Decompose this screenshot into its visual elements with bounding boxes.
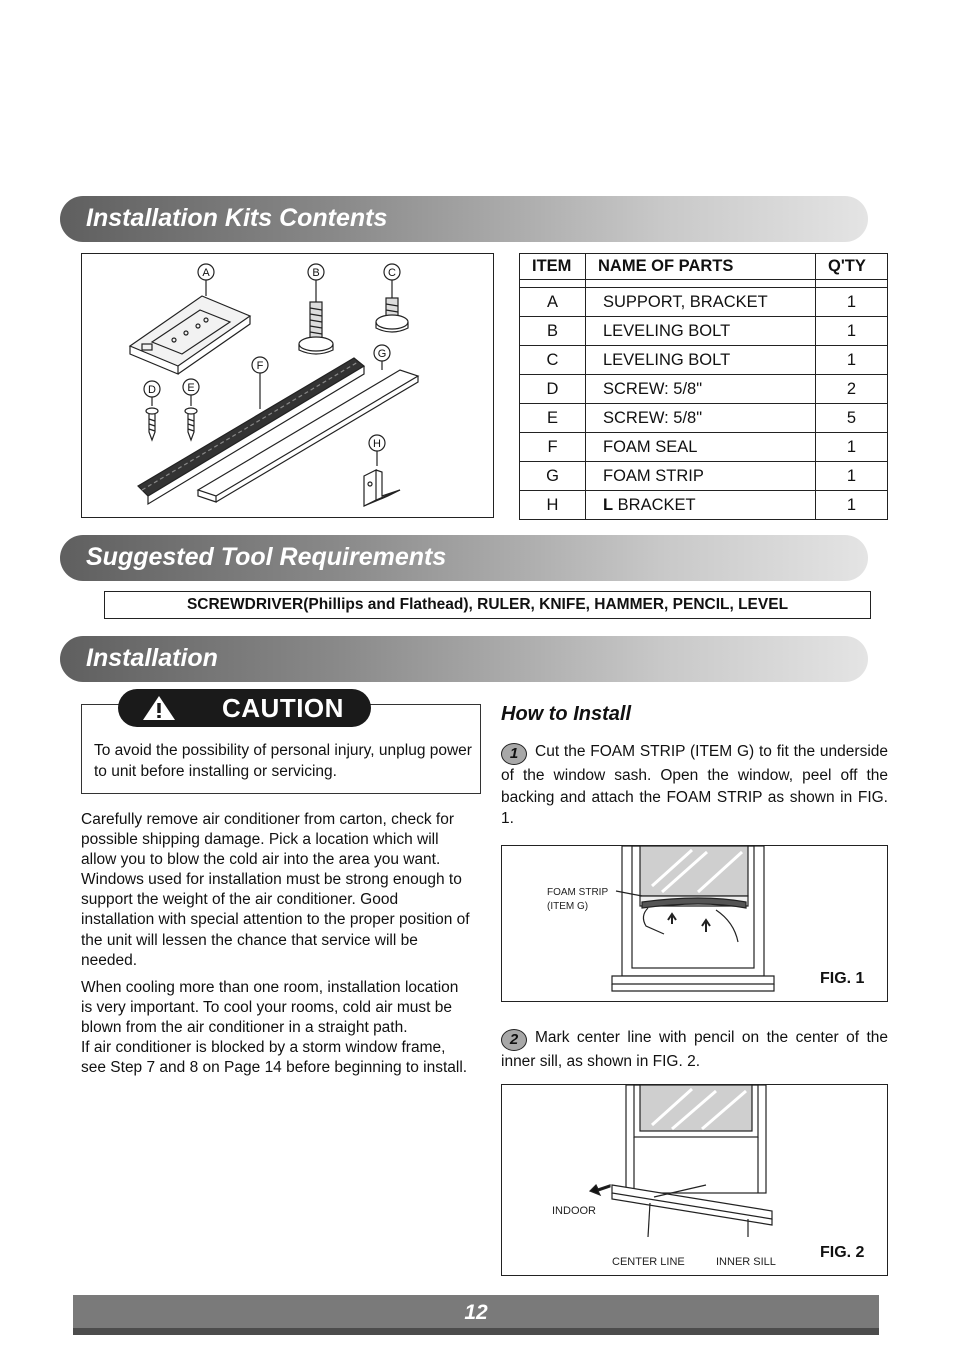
table-row	[520, 433, 888, 462]
cell-qty: 1	[816, 317, 888, 346]
cell-item: D	[520, 375, 586, 404]
step-2	[501, 1027, 888, 1073]
cell-item: B	[520, 317, 586, 346]
parts-table	[519, 253, 888, 520]
cell-qty: 1	[816, 433, 888, 462]
window-sill-illustration	[502, 1085, 887, 1275]
step-number-badge: 1	[501, 743, 527, 765]
cell-name: SUPPORT, BRACKET	[586, 288, 816, 317]
cell-name: SCREW: 5/8"	[586, 375, 816, 404]
table-spacer	[520, 280, 888, 288]
cell-name: SCREW: 5/8"	[586, 404, 816, 433]
tool-requirements: SCREWDRIVER(Phillips and Flathead), RULER, KNIFE, HAMMER, PENCIL, LEVEL	[104, 591, 871, 619]
cell-item: E	[520, 404, 586, 433]
section-title: Suggested Tool Requirements	[86, 543, 447, 571]
kit-illustration	[81, 253, 494, 518]
kit-parts-drawing	[82, 254, 493, 517]
cell-qty: 1	[816, 288, 888, 317]
footer-strip	[73, 1328, 879, 1335]
kit-label-g: G	[377, 348, 387, 360]
step-1	[501, 741, 888, 830]
section-title: Installation	[86, 644, 218, 672]
cell-qty: 1	[816, 491, 888, 520]
figure-label: FIG. 2	[820, 1244, 865, 1261]
cell-name-rest: BRACKET	[613, 495, 696, 514]
figure-2	[501, 1084, 888, 1276]
multi-room-paragraph: When cooling more than one room, installation location is very important. To cool your rooms, cold air must be blown from the air conditioner in a straight path.	[81, 979, 459, 1037]
cell-item: A	[520, 288, 586, 317]
intro-paragraph: Carefully remove air conditioner from carton, check for possible shipping damage. Pick a location which will allow you to blow the cold air into the area you want. Windows used for installation must be strong enough to support the weight of the air conditioner. Good installation with special attention to the proper position of the unit will lessen the chance that service will be needed.	[81, 811, 470, 969]
cell-qty: 1	[816, 462, 888, 491]
page-number: 12	[464, 1301, 488, 1324]
header-qty: Q'TY	[816, 254, 888, 280]
cell-qty: 1	[816, 346, 888, 375]
step-number-badge: 2	[501, 1029, 527, 1051]
kit-label-e: E	[187, 382, 195, 394]
section-banner-installation	[60, 636, 868, 682]
step-text: Cut the FOAM STRIP (ITEM G) to fit the underside of the window sash. Open the window, peel off the backing and attach the FOAM STRIP as shown in FIG. 1.	[501, 743, 888, 827]
how-to-title: How to Install	[501, 703, 631, 725]
table-row	[520, 491, 888, 520]
section-banner-tools	[60, 535, 868, 581]
warning-icon	[142, 695, 176, 721]
notes-paragraphs	[81, 978, 473, 1078]
kit-label-d: D	[148, 384, 156, 396]
kit-label-h: H	[373, 438, 381, 450]
cell-name	[586, 491, 816, 520]
storm-window-paragraph: If air conditioner is blocked by a storm window frame, see Step 7 and 8 on Page 14 before beginning to install.	[81, 1039, 468, 1077]
caution-badge	[118, 689, 371, 727]
cell-name: FOAM STRIP	[586, 462, 816, 491]
section-banner-kits	[60, 196, 868, 242]
cell-item: C	[520, 346, 586, 375]
table-row	[520, 317, 888, 346]
table-row	[520, 375, 888, 404]
page-footer	[73, 1295, 879, 1335]
callout-foam-strip: FOAM STRIP	[547, 887, 609, 898]
kit-label-c: C	[388, 267, 396, 279]
cell-item: H	[520, 491, 586, 520]
table-row	[520, 288, 888, 317]
section-title: Installation Kits Contents	[86, 204, 388, 232]
label-inner-sill: INNER SILL	[716, 1256, 776, 1268]
caution-label: CAUTION	[222, 693, 344, 723]
cell-qty: 5	[816, 404, 888, 433]
table-row	[520, 404, 888, 433]
figure-label: FIG. 1	[820, 970, 865, 987]
kit-label-b: B	[312, 267, 320, 279]
cell-name: LEVELING BOLT	[586, 317, 816, 346]
cell-name-bold: L	[603, 495, 614, 514]
kit-label-f: F	[256, 360, 264, 372]
table-header-row	[520, 254, 888, 280]
cell-name: FOAM SEAL	[586, 433, 816, 462]
table-row	[520, 346, 888, 375]
figure-1	[501, 845, 888, 1002]
cell-item: F	[520, 433, 586, 462]
cell-qty: 2	[816, 375, 888, 404]
callout-item-g: (ITEM G)	[547, 901, 589, 912]
cell-item: G	[520, 462, 586, 491]
cell-name: LEVELING BOLT	[586, 346, 816, 375]
step-text: Mark center line with pencil on the center of the inner sill, as shown in FIG. 2.	[501, 1029, 888, 1070]
table-row	[520, 462, 888, 491]
kit-label-a: A	[202, 267, 210, 279]
caution-text: To avoid the possibility of personal injury, unplug power to unit before installing or servicing.	[94, 742, 472, 780]
window-foam-strip-illustration	[502, 846, 887, 1001]
header-item: ITEM	[520, 254, 586, 280]
label-center-line: CENTER LINE	[612, 1256, 685, 1268]
label-indoor: INDOOR	[552, 1205, 596, 1217]
header-name: NAME OF PARTS	[586, 254, 816, 280]
